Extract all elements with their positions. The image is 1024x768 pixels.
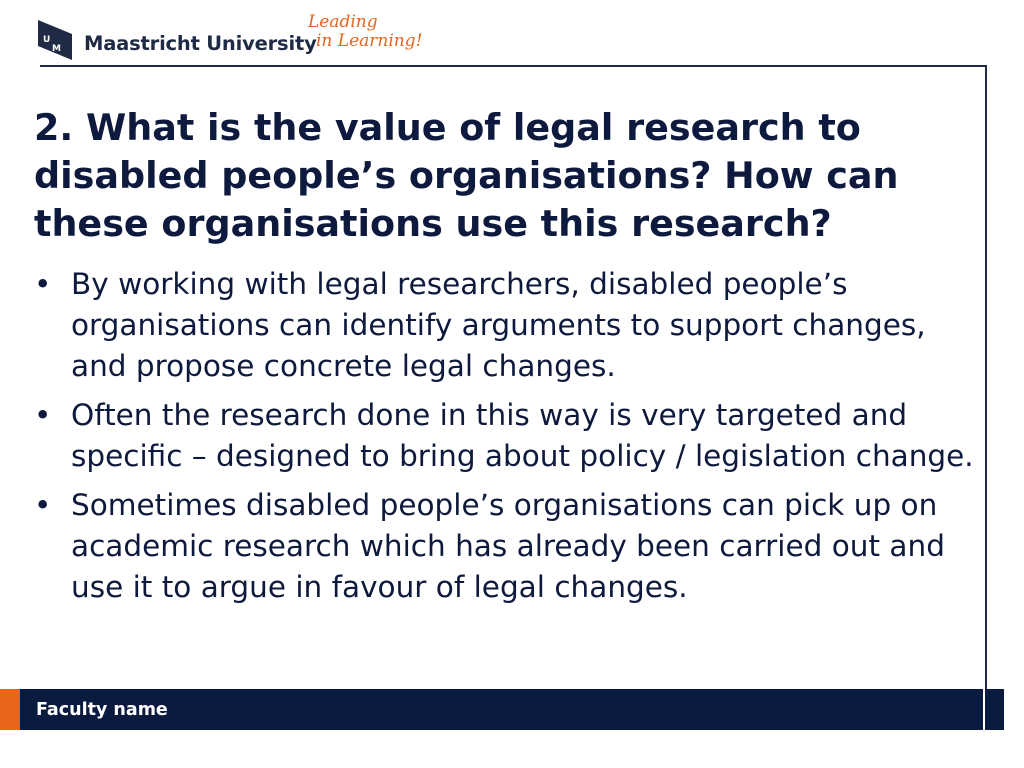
slide-title: 2. What is the value of legal research to disabled people’s organisations? How can these organisations use this research? [34, 106, 899, 245]
tagline [304, 12, 423, 60]
footer-accent [0, 689, 20, 730]
bullet-text: Often the research done in this way is very targeted and specific – designed to bring about policy / legislation change. [71, 398, 974, 473]
bullet-text: Sometimes disabled people’s organisations can pick up on academic research which has already been carried out and use it to argue in favour of legal changes. [71, 488, 945, 604]
footer-bar [0, 689, 1004, 730]
right-border [985, 65, 987, 730]
bullet-text: By working with legal researchers, disabled people’s organisations can identify arguments to support changes, and propose concrete legal changes. [71, 267, 926, 383]
bullet-icon: • [34, 398, 52, 432]
bullet-item [34, 485, 979, 608]
svg-text:U: U [43, 35, 51, 45]
header-divider [40, 65, 986, 67]
tagline-line-1: Leading [308, 12, 378, 32]
bullet-icon: • [34, 267, 52, 301]
bullet-item [34, 395, 979, 477]
bullet-icon: • [34, 488, 52, 522]
svg-text:M: M [52, 44, 61, 54]
university-name: Maastricht University [84, 32, 317, 55]
tagline-line-2: in Learning! [316, 31, 423, 51]
footer-separator [983, 689, 985, 730]
bullet-item [34, 264, 979, 387]
faculty-name: Faculty name [36, 700, 168, 720]
bullet-list [34, 264, 979, 616]
um-logo-icon [38, 20, 72, 60]
